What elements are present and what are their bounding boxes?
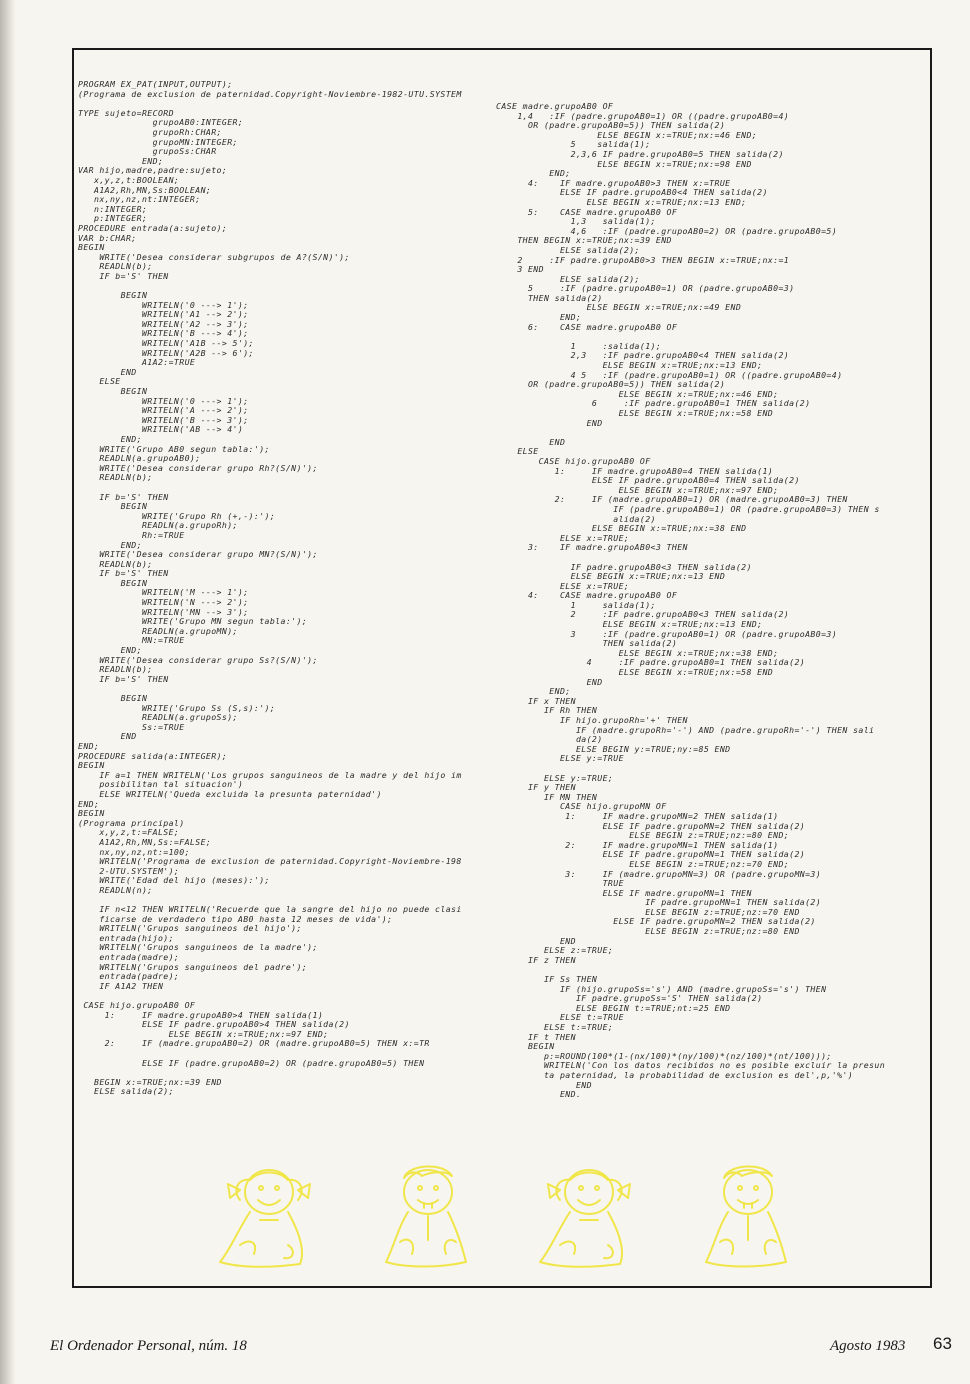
page-number: 63 xyxy=(933,1334,952,1353)
magazine-name-footer: El Ordenador Personal, núm. 18 xyxy=(50,1338,247,1354)
cartoon-illustrations xyxy=(210,1150,870,1280)
girl-cartoon-2 xyxy=(540,1170,630,1267)
page-binding-shadow xyxy=(0,0,16,1384)
girl-cartoon-1 xyxy=(220,1170,310,1267)
code-listing-right-column: CASE madre.grupoAB0 OF 1,4 :IF (padre.grupoAB0=1) OR ((padre.grupoAB0=4) OR (padre.grupoAB0=5)) THEN salida(2) ELSE BEGIN x:=TRUE;nx:=46 END; 5 salida(1); 2,3,6 IF padre.grupoAB0=5 THEN salida(2) ELSE BEGIN x:=TRUE;nx:=98 END END; 4: IF madre.grupoAB0>3 THEN x:=TRUE ELSE IF padre.grupoAB0<4 THEN salida(2) ELSE BEGIN x:=TRUE;nx:=13 END; 5: CASE madre.grupoAB0 OF 1,3 salida(1); 4,6 :IF (padre.grupoAB0=2) OR (padre.grupoAB0=5) THEN BEGIN x:=TRUE;nx:=39 END ELSE salida(2); 2 :IF padre.grupoAB0>3 THEN BEGIN x:=TRUE;nx:=1 3 END ELSE salida(2); 5 :IF (padre.grupoAB0=1) OR (padre.grupoAB0=3) THEN salida(2) ELSE BEGIN x:=TRUE;nx:=49 END END; 6: CASE madre.grupoAB0 OF 1 :salida(1); 2,3 :IF padre.grupoAB0<4 THEN salida(2) ELSE BEGIN x:=TRUE;nx:=13 END; 4 5 :IF (padre.grupoAB0=1) OR ((padre.grupoAB0=4) OR (padre.grupoAB0=5)) THEN salida(2) ELSE BEGIN x:=TRUE;nx:=46 END; 6 :IF padre.grupoAB0=1 THEN salida(2) ELSE BEGIN x:=TRUE;nx:=58 END END END ELSE CASE hijo.grupoAB0 OF 1: IF madre.grupoAB0=4 THEN salida(1) ELSE IF padre.grupoAB0=4 THEN salida(2) ELSE BEGIN x:=TRUE;nx:=97 END; 2: IF (madre.grupoAB0=1) OR (madre.grupoAB0=3) THEN IF (padre.grupoAB0=1) OR (padre.grupoAB0=3) THEN s alida(2) ELSE BEGIN x:=TRUE;nx:=38 END ELSE x:=TRUE; 3: IF madre.grupoAB0<3 THEN IF padre.grupoAB0<3 THEN salida(2) ELSE BEGIN x:=TRUE;nx:=13 END ELSE x:=TRUE; 4: CASE madre.grupoAB0 OF 1 salida(1); 2 :IF padre.grupoAB0<3 THEN salida(2) ELSE BEGIN x:=TRUE;nx:=13 END; 3 :IF (padre.grupoAB0=1) OR (padre.grupoAB0=3) THEN salida(2) ELSE BEGIN x:=TRUE;nx:=38 END; 4 :IF padre.grupoAB0=1 THEN salida(2) ELSE BEGIN x:=TRUE;nx:=58 END END END; IF x THEN IF Rh THEN IF hijo.grupoRh='+' THEN IF (madre.grupoRh='-') AND (padre.grupoRh='-') THEN sali da(2) ELSE BEGIN y:=TRUE;ny:=85 END ELSE y:=TRUE ELSE y:=TRUE; IF y THEN IF MN THEN CASE hijo.grupoMN OF 1: IF madre.grupoMN=2 THEN salida(1) ELSE IF padre.grupoMN=2 THEN salida(2) ELSE BEGIN z:=TRUE;nz:=80 END; 2: IF madre.grupoMN=1 THEN salida(1) ELSE IF padre.grupoMN=1 THEN salida(2) ELSE BEGIN z:=TRUE;nz:=70 END; 3: IF (madre.grupoMN=3) OR (padre.grupoMN=3) TRUE ELSE IF madre.grupoMN=1 THEN IF padre.grupoMN=1 THEN salida(2) ELSE BEGIN z:=TRUE;nz:=70 END ELSE IF padre.grupoMN=2 THEN salida(2) ELSE BEGIN z:=TRUE;nz:=80 END END ELSE z:=TRUE; IF z THEN IF Ss THEN IF (hijo.grupoSs='s') AND (madre.grupoSs='s') THEN IF padre.grupoSs='S' THEN salida(2) ELSE BEGIN t:=TRUE;nt:=25 END ELSE t:=TRUE ELSE t:=TRUE; IF t THEN BEGIN p:=ROUND(100*(1-(nx/100)*(ny/100)*(nz/100)*(nt/100))); WRITELN('Con los datos recibidos no es posible excluir la presun ta paternidad, la probabilidad de exclusion es del',p,'%') END END. xyxy=(496,101,886,1100)
boy-cartoon-1 xyxy=(386,1166,466,1266)
issue-date-footer: Agosto 1983 xyxy=(830,1338,906,1354)
boy-cartoon-2 xyxy=(706,1166,786,1266)
code-listing-left-column: PROGRAM EX_PAT(INPUT,OUTPUT); (Programa de exclusion de paternidad.Copyright-Noviembre-1982-UTU.SYSTEM TYPE sujeto=RECORD grupoAB0:INTEGER; grupoRh:CHAR; grupoMN:INTEGER; grupoSs:CHAR END; VAR hijo,madre,padre:sujeto; x,y,z,t:BOOLEAN; A1A2,Rh,MN,Ss:BOOLEAN; nx,ny,nz,nt:INTEGER; n:INTEGER; p:INTEGER; PROCEDURE entrada(a:sujeto); VAR b:CHAR; BEGIN WRITE('Desea considerar subgrupos de A?(S/N)'); READLN(b); IF b='S' THEN BEGIN WRITELN('0 ---> 1'); WRITELN('A1 --> 2'); WRITELN('A2 --> 3'); WRITELN('B ---> 4'); WRITELN('A1B --> 5'); WRITELN('A2B --> 6'); A1A2:=TRUE END ELSE BEGIN WRITELN('0 ---> 1'); WRITELN('A ---> 2'); WRITELN('B ---> 3'); WRITELN('AB --> 4') END; WRITE('Grupo AB0 segun tabla:'); READLN(a.grupoAB0); WRITE('Desea considerar grupo Rh?(S/N)'); READLN(b); IF b='S' THEN BEGIN WRITE('Grupo Rh (+,-):'); READLN(a.grupoRh); Rh:=TRUE END; WRITE('Desea considerar grupo MN?(S/N)'); READLN(b); IF b='S' THEN BEGIN WRITELN('M ---> 1'); WRITELN('N ---> 2'); WRITELN('MN --> 3'); WRITE('Grupo MN segun tabla:'); READLN(a.grupoMN); MN:=TRUE END; WRITE('Desea considerar grupo Ss?(S/N)'); READLN(b); IF b='S' THEN BEGIN WRITE('Grupo Ss (S,s):'); READLN(a.grupoSs); Ss:=TRUE END END; PROCEDURE salida(a:INTEGER); BEGIN IF a=1 THEN WRITELN('Los grupos sanguineos de la madre y del hijo im posibilitan tal situacion') ELSE WRITELN('Queda excluida la presunta paternidad') END; BEGIN (Programa principal) x,y,z,t:=FALSE; A1A2,Rh,MN,Ss:=FALSE; nx,ny,nz,nt:=100; WRITELN('Programa de exclusion de paternidad.Copyright-Noviembre-198 2-UTU.SYSTEM'); WRITE('Edad del hijo (meses):'); READLN(n); IF n<12 THEN WRITELN('Recuerde que la sangre del hijo no puede clasi ficarse de verdadero tipo AB0 hasta 12 meses de vida'); WRITELN('Grupos sanguineos del hijo'); entrada(hijo); WRITELN('Grupos sanguineos de la madre'); entrada(madre); WRITELN('Grupos sanguineos del padre'); entrada(padre); IF A1A2 THEN CASE hijo.grupoAB0 OF 1: IF madre.grupoAB0>4 THEN salida(1) ELSE IF padre.grupoAB0>4 THEN salida(2) ELSE BEGIN x:=TRUE;nx:=97 END; 2: IF (madre.grupoAB0=2) OR (madre.grupoAB0=5) THEN x:=TR ELSE IF (padre.grupoAB0=2) OR (padre.grupoAB0=5) THEN BEGIN x:=TRUE;nx:=39 END ELSE salida(2); xyxy=(78,79,462,1097)
